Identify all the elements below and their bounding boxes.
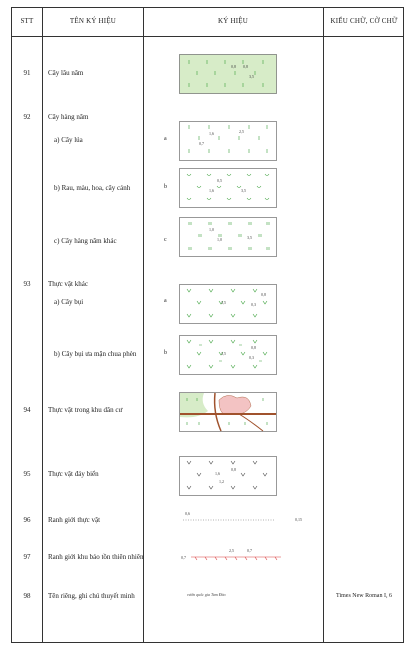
symbol-perennial-trees	[179, 54, 277, 94]
row-stt: 96	[23, 516, 31, 524]
row-name: Thực vật khác	[48, 280, 88, 288]
dim-label: 1,2	[219, 479, 224, 484]
dim-label: 0,8	[251, 345, 256, 350]
column-divider	[42, 8, 43, 642]
symbol-saline-shrubs	[179, 335, 277, 375]
row-letter: a	[164, 298, 167, 304]
header-stt: STT	[20, 17, 34, 25]
symbol-vegetation-boundary	[179, 508, 329, 528]
row-name: Ranh giới thực vật	[48, 516, 101, 524]
row-name: Ranh giới khu bảo tồn thiên nhiên	[48, 553, 144, 561]
row-stt: 98	[23, 592, 31, 600]
row-name: c) Cây hàng năm khác	[54, 237, 117, 245]
row-name: Cây lâu năm	[48, 69, 84, 77]
header-divider	[12, 36, 403, 37]
dim-label: 0,8	[243, 64, 248, 69]
dim-label: 1,6	[209, 188, 214, 193]
dim-label: 1,6	[215, 471, 220, 476]
dim-label: 3,5	[221, 351, 226, 356]
column-divider	[323, 8, 324, 642]
row-stt: 92	[23, 113, 31, 121]
symbol-shrubs	[179, 284, 277, 324]
dim-label: 0,3	[251, 302, 256, 307]
dim-label: 0,3	[249, 355, 254, 360]
row-name: Cây hàng năm	[48, 113, 89, 121]
row-name: Thực vật đáy biển	[48, 470, 99, 478]
dim-label: 2,5	[239, 129, 244, 134]
row-name: b) Rau, màu, hoa, cây cảnh	[54, 184, 131, 192]
header-symbol: KÝ HIỆU	[218, 17, 248, 25]
dim-label: 3,5	[241, 188, 246, 193]
symbol-seabed-vegetation	[179, 456, 277, 496]
row-letter: b	[164, 184, 167, 190]
dim-label: 0,7	[199, 141, 204, 146]
row-stt: 94	[23, 406, 31, 414]
header-style: KIỂU CHỮ, CỠ CHỮ	[330, 17, 398, 25]
row-letter: b	[164, 350, 167, 356]
dim-label: 2,5	[229, 548, 234, 553]
dim-label: 3,5	[221, 300, 226, 305]
dim-label: 0,15	[295, 517, 302, 522]
header-name: TÊN KÝ HIỆU	[69, 17, 117, 25]
row-stt: 91	[23, 69, 31, 77]
font-style: Times New Roman I, 6	[336, 593, 392, 599]
row-name: Tên riêng, ghi chú thuyết minh	[48, 592, 135, 600]
symbol-table	[11, 7, 404, 643]
dim-label: 0,5	[217, 178, 222, 183]
symbol-nature-reserve-boundary	[179, 545, 299, 565]
row-name: a) Cây bụi	[54, 298, 84, 306]
row-stt: 97	[23, 553, 31, 561]
dim-label: 1,6	[209, 131, 214, 136]
row-name: Thực vật trong khu dân cư	[48, 406, 123, 414]
symbol-rice	[179, 121, 277, 161]
dim-label: 0,7	[247, 548, 252, 553]
row-letter: a	[164, 136, 167, 142]
symbol-residential-vegetation	[179, 392, 277, 432]
column-divider	[143, 8, 144, 642]
dim-label: 0,8	[261, 292, 266, 297]
row-name: b) Cây bụi ưa mặn chua phèn	[54, 350, 137, 358]
dim-label: 1,0	[217, 237, 222, 242]
dim-label: 0,7	[181, 555, 186, 560]
dim-label: 0,6	[185, 511, 190, 516]
dim-label: 0,8	[231, 64, 236, 69]
dim-label: 3,5	[249, 74, 254, 79]
row-stt: 95	[23, 470, 31, 478]
annotation-sample: vườn quốc gia Tam Đảo	[187, 592, 226, 597]
dim-label: 0,8	[231, 467, 236, 472]
dim-label: 3,5	[247, 235, 252, 240]
symbol-other-annual	[179, 217, 277, 257]
row-name: a) Cây lúa	[54, 136, 83, 144]
dim-label: 1,0	[209, 227, 214, 232]
row-stt: 93	[23, 280, 31, 288]
symbol-vegetables	[179, 168, 277, 208]
row-letter: c	[164, 237, 167, 243]
